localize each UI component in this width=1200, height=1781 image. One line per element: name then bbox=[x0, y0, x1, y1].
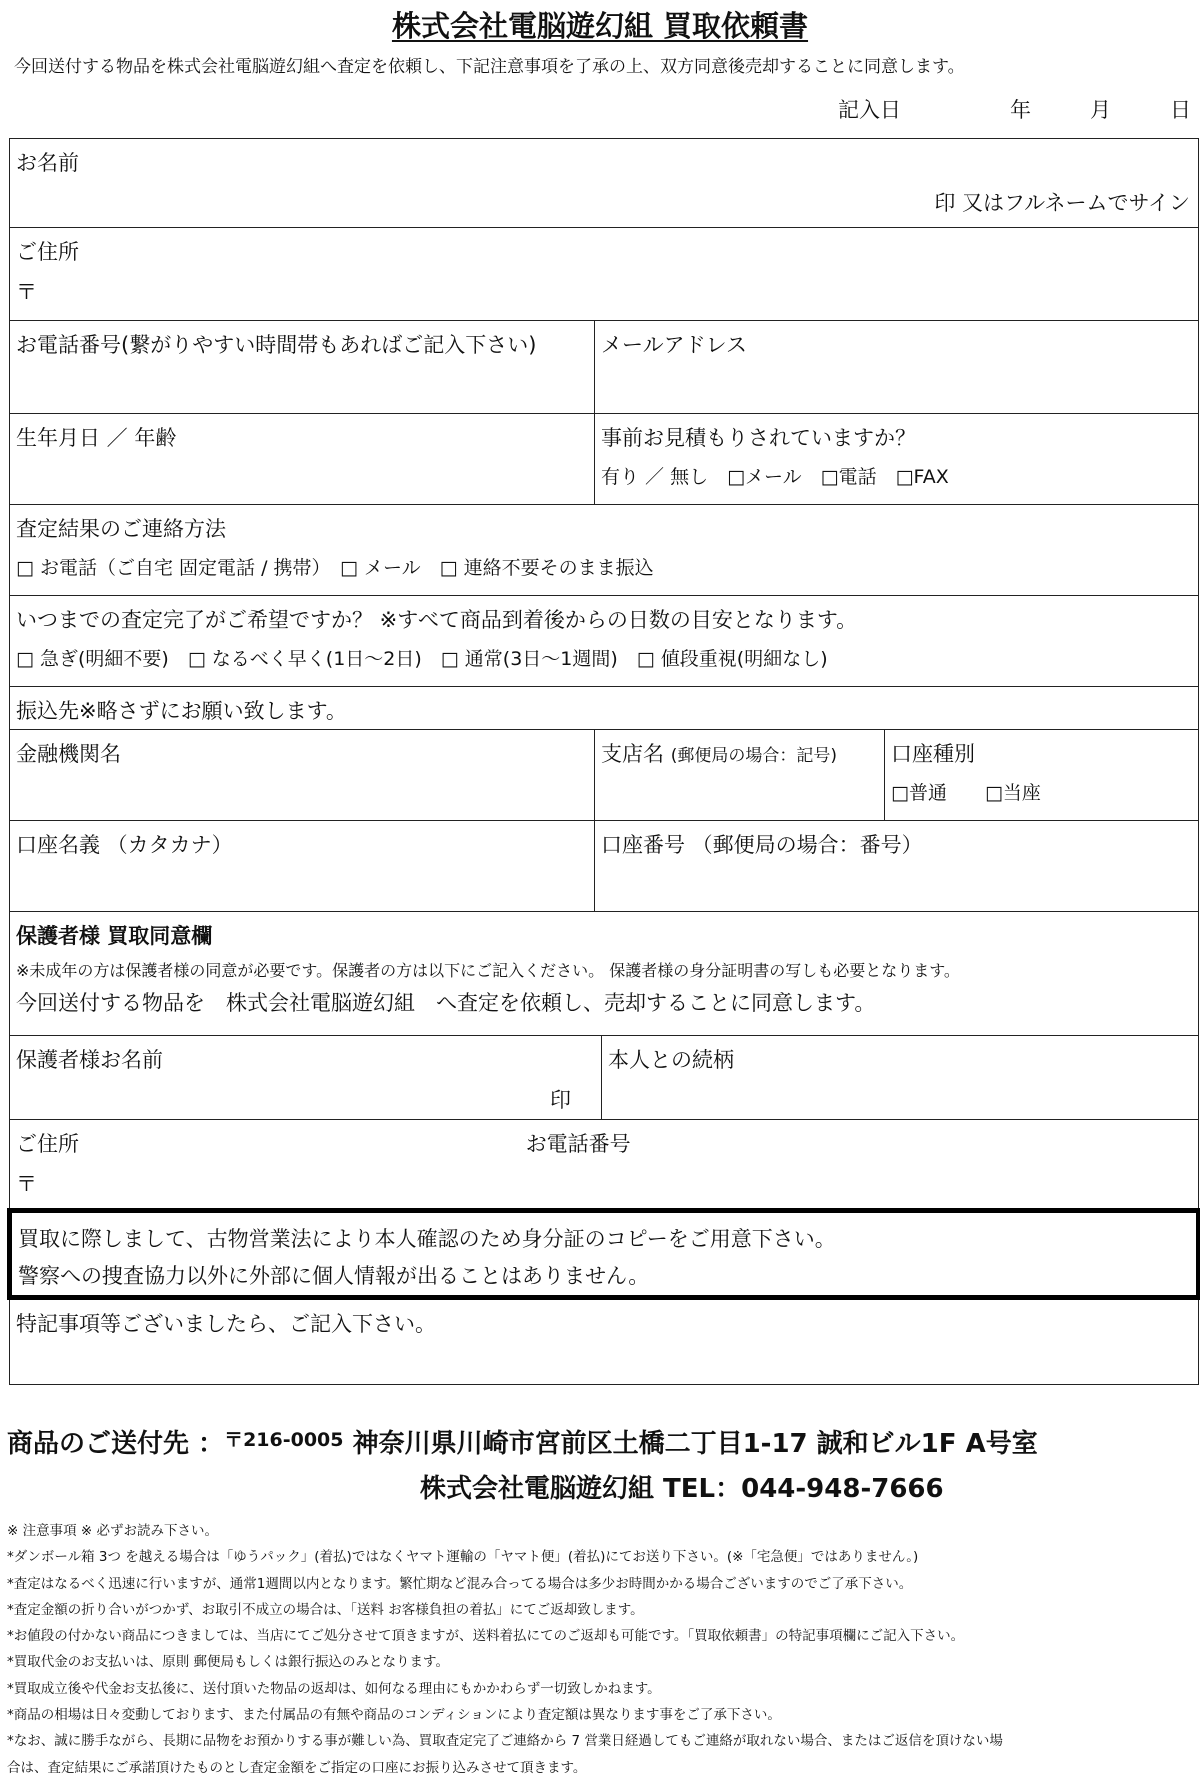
phone-field[interactable] bbox=[10, 321, 595, 414]
shipping-zip: 〒216-0005 bbox=[224, 1429, 344, 1451]
email-field[interactable] bbox=[595, 321, 1199, 414]
address-label: ご住所 bbox=[16, 240, 79, 264]
note-item: *なお、誠に勝手ながら、長期に品物をお預かりする事が難しい為、買取査定完了ご連絡から 7 営業日経過してもご連絡が取れない場合、またはご返信を頂けない場 bbox=[7, 1733, 1003, 1750]
shipping-label: 商品のご送付先 ： bbox=[7, 1429, 225, 1459]
name-field[interactable] bbox=[10, 139, 1199, 228]
birth-field[interactable] bbox=[10, 414, 595, 505]
phone-label: お電話番号(繋がりやすい時間帯もあればご記入下さい) bbox=[16, 333, 537, 357]
date-day: 日 bbox=[1170, 98, 1191, 122]
deadline-label: いつまでの査定完了がご希望ですか？ ※すべて商品到着後からの日数の目安となります。 bbox=[16, 608, 858, 632]
contact-label: 査定結果のご連絡方法 bbox=[16, 517, 226, 541]
contact-method-field[interactable] bbox=[10, 505, 1199, 596]
holder-label: 口座名義 （カタカナ） bbox=[16, 833, 233, 857]
bank-label: 金融機関名 bbox=[16, 742, 121, 766]
account-type-label: 口座種別 bbox=[891, 742, 975, 766]
branch-note: (郵便局の場合：記号) bbox=[670, 746, 837, 766]
note-item: *査定はなるべく迅速に行いますが、通常1週間以内となります。繁忙期など混み合ってる場合は多少お時間かかる場合ございますのでご了承下さい。 bbox=[7, 1575, 913, 1592]
note-item: *ダンボール箱 3つ を越える場合は「ゆうパック」(着払)ではなくヤマト運輸の「ヤマト便」(着払)にてお送り下さい。(※「宅急便」ではありません。) bbox=[7, 1549, 919, 1566]
branch-field[interactable] bbox=[595, 730, 885, 821]
remarks-label: 特記事項等ございましたら、ご記入下さい。 bbox=[16, 1311, 436, 1336]
date-label: 記入日 bbox=[838, 98, 901, 122]
intro-text: 今回送付する物品を株式会社電脳遊幻組へ査定を依頼し、下記注意事項を了承の上、双方同意後売却することに同意します。 bbox=[14, 57, 965, 77]
guardian-phone-label: お電話番号 bbox=[525, 1132, 631, 1156]
id-notice-box bbox=[10, 1211, 1199, 1298]
name-label: お名前 bbox=[16, 151, 79, 175]
holder-field[interactable] bbox=[10, 821, 595, 912]
guardian-postal-mark: 〒 bbox=[16, 1172, 37, 1196]
id-notice-line-2: 警察への捜査協力以外に外部に個人情報が出ることはありません。 bbox=[18, 1263, 650, 1288]
notes-list bbox=[7, 1518, 1195, 1781]
guardian-address-field[interactable] bbox=[10, 1120, 1199, 1211]
estimate-field[interactable] bbox=[595, 414, 1199, 505]
postal-mark: 〒 bbox=[16, 280, 37, 304]
relation-label: 本人との続柄 bbox=[608, 1048, 734, 1072]
note-item: 合は、査定結果にご承諾頂けたものとし査定金額をご指定の口座にお振り込みさせて頂きます。 bbox=[7, 1759, 587, 1776]
deadline-options[interactable]: □ 急ぎ(明細不要) □ なるべく早く(1日〜2日) □ 通常(3日〜1週間) □ 値段重視(明細なし) bbox=[16, 648, 828, 670]
account-no-field[interactable] bbox=[595, 821, 1199, 912]
note-item: *買取代金のお支払いは、原則 郵便局もしくは銀行振込のみとなります。 bbox=[7, 1654, 449, 1671]
birth-label: 生年月日 ／ 年齢 bbox=[16, 426, 177, 450]
id-notice-line-1: 買取に際しまして、古物営業法により本人確認のため身分証のコピーをご用意下さい。 bbox=[18, 1227, 836, 1251]
remarks-field[interactable] bbox=[10, 1297, 1199, 1384]
shipping-line bbox=[7, 1423, 1038, 1460]
date-month: 月 bbox=[1090, 98, 1111, 122]
account-no-label: 口座番号 （郵便局の場合：番号） bbox=[601, 833, 923, 857]
note-item: *商品の相場は日々変動しております、また付属品の有無や商品のコンディションにより査定額は異なります事をご了承下さい。 bbox=[7, 1707, 781, 1724]
application-form bbox=[7, 138, 1200, 1385]
name-sign-note: 印 又はフルネームでサイン bbox=[934, 191, 1191, 215]
guardian-note: ※未成年の方は保護者様の同意が必要です。保護者の方は以下にご記入ください。 保護者様の身分証明書の写しも必要となります。 bbox=[16, 961, 960, 980]
bank-field[interactable] bbox=[10, 730, 595, 821]
guardian-section-header bbox=[10, 912, 1199, 1036]
account-type-options[interactable]: □普通 □当座 bbox=[891, 782, 1041, 804]
estimate-label: 事前お見積もりされていますか？ bbox=[601, 426, 916, 450]
transfer-header bbox=[10, 687, 1199, 730]
company-tel: 株式会社電脳遊幻組 TEL：044-948-7666 bbox=[420, 1474, 944, 1504]
seal-mark: 印 bbox=[550, 1088, 571, 1112]
transfer-label: 振込先※略さずにお願い致します。 bbox=[16, 699, 347, 723]
guardian-consent: 今回送付する物品を 株式会社電脳遊幻組 へ査定を依頼し、売却することに同意します。 bbox=[16, 991, 876, 1015]
guardian-address-label: ご住所 bbox=[16, 1132, 79, 1156]
account-type-field[interactable] bbox=[885, 730, 1199, 821]
shipping-address: 神奈川県川崎市宮前区土橋二丁目1-17 誠和ビル1F A号室 bbox=[352, 1429, 1038, 1459]
contact-options[interactable]: □ お電話（ご自宅 固定電話 / 携帯） □ メール □ 連絡不要そのまま振込 bbox=[16, 557, 654, 579]
guardian-name-field[interactable] bbox=[10, 1036, 602, 1120]
note-item: *お値段の付かない商品につきましては、当店にてご処分させて頂きますが、送料着払にてのご返却も可能です。「買取依頼書」の特記事項欄にご記入下さい。 bbox=[7, 1628, 965, 1645]
estimate-options[interactable]: 有り ／ 無し □メール □電話 □FAX bbox=[601, 466, 949, 488]
relation-field[interactable] bbox=[602, 1036, 1199, 1120]
document-title: 株式会社電脳遊幻組 買取依頼書 bbox=[391, 9, 809, 43]
deadline-field[interactable] bbox=[10, 596, 1199, 687]
note-item: *査定金額の折り合いがつかず、お取引不成立の場合は、「送料 お客様負担の着払」にてご返却致します。 bbox=[7, 1601, 644, 1618]
branch-label: 支店名 bbox=[601, 742, 664, 766]
email-label: メールアドレス bbox=[601, 333, 747, 357]
date-year: 年 bbox=[1010, 98, 1031, 122]
note-item: *買取成立後や代金お支払後に、送付頂いた物品の返却は、如何なる理由にもかかわらず一切致しかねます。 bbox=[7, 1680, 661, 1697]
note-item: ※ 注意事項 ※ 必ずお読み下さい。 bbox=[7, 1523, 218, 1539]
address-field[interactable] bbox=[10, 228, 1199, 321]
guardian-name-label: 保護者様お名前 bbox=[16, 1048, 163, 1072]
guardian-title: 保護者様 買取同意欄 bbox=[16, 924, 213, 948]
